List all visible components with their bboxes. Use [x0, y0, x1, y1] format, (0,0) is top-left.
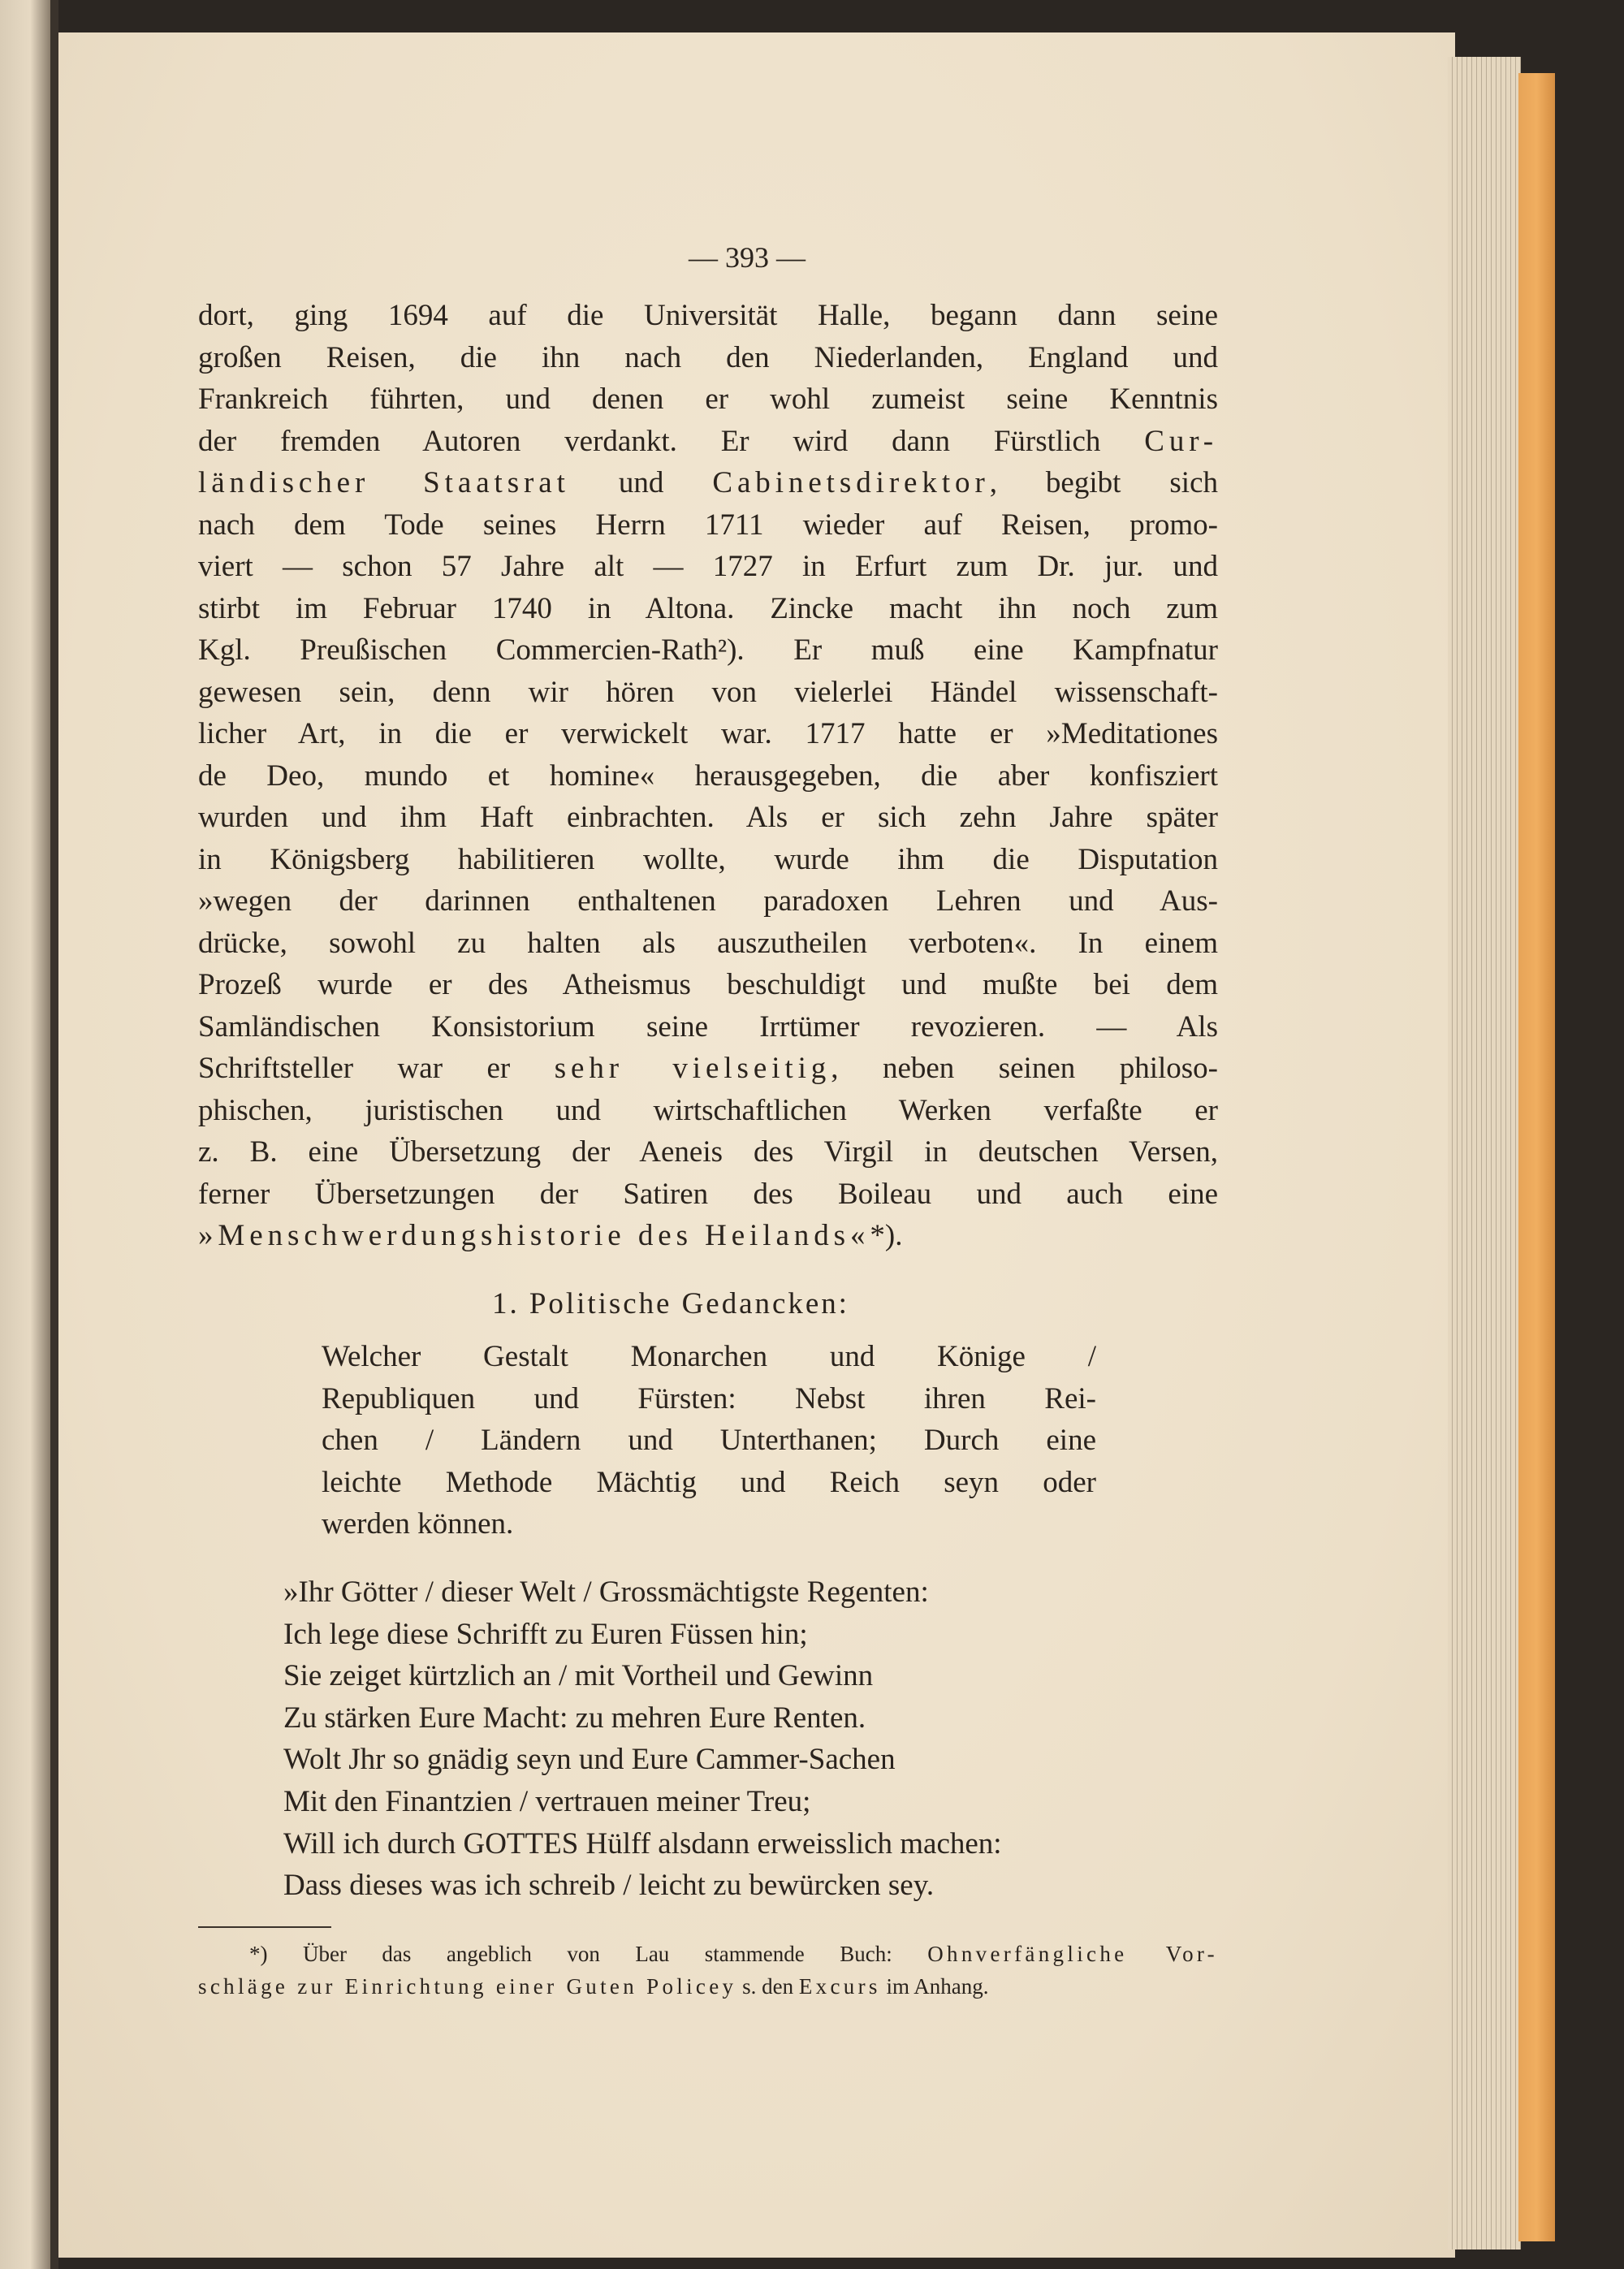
- text-line: [283, 1823, 1002, 1865]
- text-line: [198, 713, 1218, 755]
- spaced-emphasis: ländischer Staatsrat: [198, 466, 570, 499]
- text-run: de Deo, mundo et homine« herausgegeben, die aber konfisziert: [198, 758, 1218, 793]
- text-line: [322, 1503, 1096, 1545]
- text-line: [283, 1697, 866, 1740]
- book-gutter: [50, 0, 58, 2269]
- text-run: , begibt sich: [989, 466, 1219, 499]
- text-line: [198, 964, 1218, 1006]
- text-line: [283, 1739, 896, 1781]
- text-line: [198, 1131, 1218, 1173]
- text-run: Samländischen Konsistorium seine Irrtümer revozieren. — Als: [198, 1009, 1218, 1044]
- text-run: in Königsberg habilitieren wollte, wurde ihm die Disputation: [198, 842, 1218, 876]
- text-run: licher Art, in die er verwickelt war. 1717 hatte er »Meditationes: [198, 717, 1218, 750]
- text-line: [283, 1781, 810, 1823]
- text-line: [283, 1571, 929, 1614]
- text-line: [198, 672, 1218, 714]
- text-run: *).: [870, 1219, 903, 1252]
- text-line: [198, 1173, 1218, 1216]
- text-line: [322, 1378, 1096, 1420]
- text-run: Will ich durch GOTTES Hülff alsdann erweisslich machen:: [283, 1826, 1002, 1861]
- text-run: Republiquen und Fürsten: Nebst ihren Rei-: [322, 1381, 1096, 1415]
- text-run: Sie zeiget kürtzlich an / mit Vortheil und Gewinn: [283, 1659, 874, 1693]
- text-line: [198, 378, 1218, 421]
- text-run: im Anhang.: [880, 1974, 989, 1999]
- text-line: [198, 546, 1218, 588]
- section-heading: 1. Politische Gedancken:: [492, 1287, 849, 1320]
- text-run: großen Reisen, die ihn nach den Niederlanden, England und: [198, 340, 1218, 374]
- text-run: Dass dieses was ich schreib / leicht zu bewürcken sey.: [283, 1869, 935, 1903]
- text-run: *) Über das angeblich von Lau stammende Buch:: [249, 1942, 928, 1966]
- page-stack-edge: [1448, 57, 1521, 2250]
- text-run: wurden und ihm Haft einbrachten. Als er sich zehn Jahre später: [198, 801, 1218, 834]
- spaced-emphasis: schläge zur Einrichtung einer Guten Policey: [198, 1974, 737, 1999]
- text-run: Schriftsteller war er: [198, 1052, 555, 1085]
- text-run: Mit den Finantzien / vertrauen meiner Treu;: [283, 1785, 811, 1818]
- text-run: ferner Übersetzungen der Satiren des Boileau und auch eine: [198, 1177, 1218, 1211]
- text-line: [198, 295, 1218, 337]
- text-run: phischen, juristischen und wirtschaftlichen Werken verfaßte er: [198, 1093, 1218, 1127]
- text-run: »wegen der darinnen enthaltenen paradoxen Lehren und Aus-: [198, 884, 1218, 918]
- spaced-emphasis: Excurs: [798, 1974, 881, 1999]
- text-line: [283, 1655, 873, 1697]
- text-line: [198, 880, 1218, 923]
- page-number: — 393 —: [689, 241, 806, 274]
- text-line: [198, 504, 1218, 547]
- text-line: [198, 462, 1218, 504]
- text-line: [198, 1090, 1218, 1132]
- text-run: , neben seinen philoso-: [831, 1052, 1218, 1085]
- book-cover-edge: [1518, 73, 1555, 2241]
- spaced-emphasis: Cur-: [1144, 424, 1218, 458]
- footnote-rule: [198, 1926, 331, 1928]
- text-line: [198, 629, 1218, 672]
- text-run: Welcher Gestalt Monarchen und Könige /: [322, 1340, 1096, 1373]
- text-run: s. den: [736, 1974, 799, 1999]
- text-run: stirbt im Februar 1740 in Altona. Zincke macht ihn noch zum: [198, 591, 1218, 625]
- text-line: [198, 797, 1218, 839]
- text-run: und: [569, 466, 713, 499]
- text-run: z. B. eine Übersetzung der Aeneis des Virgil in deutschen Versen,: [198, 1135, 1218, 1169]
- text-line: [198, 421, 1218, 463]
- text-run: leichte Methode Mächtig und Reich seyn oder: [322, 1465, 1096, 1499]
- text-run: nach dem Tode seines Herrn 1711 wieder auf Reisen, promo-: [198, 508, 1218, 542]
- text-run: viert — schon 57 Jahre alt — 1727 in Erfurt zum Dr. jur. und: [198, 550, 1218, 583]
- text-line: [198, 755, 1218, 797]
- text-line: [198, 839, 1218, 881]
- text-line: [283, 1614, 808, 1656]
- text-run: Kgl. Preußischen Commercien-Rath²). Er muß eine Kampfnatur: [198, 633, 1218, 667]
- text-run: gewesen sein, denn wir hören von vielerlei Händel wissenschaft-: [198, 675, 1218, 709]
- text-line: [322, 1462, 1096, 1504]
- spaced-emphasis: Ohnverfängliche Vor-: [927, 1942, 1218, 1966]
- spaced-emphasis: Cabinetsdirektor: [712, 466, 990, 499]
- text-line: [322, 1336, 1096, 1378]
- facing-page-edge: [0, 0, 50, 2269]
- text-line: [198, 1970, 989, 2003]
- text-line: [198, 588, 1218, 630]
- spaced-emphasis: »Menschwerdungshistorie des Heilands«: [198, 1219, 870, 1252]
- text-run: Prozeß wurde er des Atheismus beschuldigt und mußte bei dem: [198, 968, 1218, 1001]
- text-line: [249, 1938, 1218, 1970]
- text-line: [198, 1048, 1218, 1090]
- text-run: Frankreich führten, und denen er wohl zumeist seine Kenntnis: [198, 382, 1218, 416]
- text-line: [198, 923, 1218, 965]
- text-run: der fremden Autoren verdankt. Er wird dann Fürstlich: [198, 424, 1145, 458]
- text-line: [322, 1420, 1096, 1462]
- text-line: [283, 1865, 934, 1907]
- text-run: Wolt Jhr so gnädig seyn und Eure Cammer-Sachen: [283, 1743, 896, 1777]
- text-run: Ich lege diese Schrifft zu Euren Füssen hin;: [283, 1617, 808, 1651]
- spaced-emphasis: sehr vielseitig: [554, 1052, 831, 1085]
- text-run: »Ihr Götter / dieser Welt / Grossmächtigste Regenten:: [283, 1575, 929, 1609]
- text-run: dort, ging 1694 auf die Universität Halle, begann dann seine: [198, 299, 1218, 332]
- text-line: [198, 1215, 1218, 1257]
- text-run: chen / Ländern und Unterthanen; Durch eine: [322, 1424, 1096, 1457]
- text-run: werden können.: [322, 1507, 514, 1541]
- text-run: drücke, sowohl zu halten als auszutheilen verboten«. In einem: [198, 926, 1218, 960]
- text-run: Zu stärken Eure Macht: zu mehren Eure Renten.: [283, 1701, 866, 1735]
- text-line: [198, 337, 1218, 379]
- text-line: [198, 1006, 1218, 1048]
